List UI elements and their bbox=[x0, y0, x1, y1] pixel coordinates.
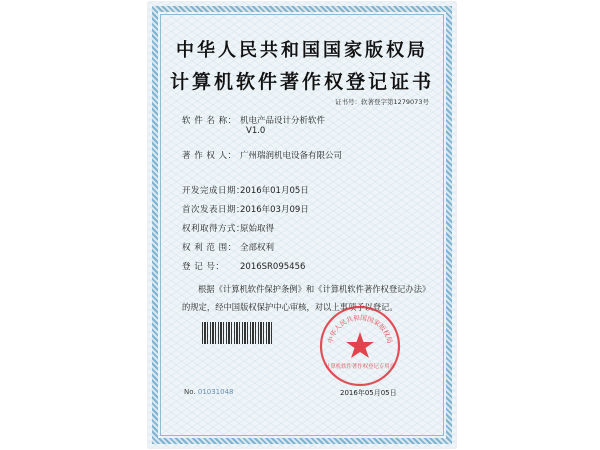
certificate-title: 计算机软件著作权登记证书 bbox=[169, 71, 434, 93]
field-value-version: V1.0 bbox=[246, 126, 266, 136]
cert-number-value: 软著登字第1279073号 bbox=[361, 98, 429, 106]
field-registration-number bbox=[182, 260, 305, 272]
field-value: 2016SR095456 bbox=[240, 262, 306, 272]
field-label: 权利取得方式： bbox=[182, 224, 246, 234]
serial-number bbox=[184, 388, 234, 396]
field-label: 首次发表日期： bbox=[182, 205, 246, 215]
field-label: 登 记 号： bbox=[182, 262, 225, 272]
field-software-name bbox=[182, 114, 326, 136]
barcode bbox=[202, 322, 272, 344]
cert-number-label: 证书号： bbox=[335, 98, 361, 106]
field-value: 原始取得 bbox=[240, 224, 275, 234]
serial-value: 01031048 bbox=[197, 388, 234, 396]
certificate-paper bbox=[148, 2, 456, 448]
star-icon bbox=[346, 332, 374, 358]
seal-text-bottom: 计算机软件著作权登记专用章 bbox=[324, 364, 396, 370]
issue-date: 2016年05月05日 bbox=[340, 389, 397, 397]
field-label: 开发完成日期： bbox=[182, 186, 246, 196]
field-publication-date bbox=[182, 203, 309, 215]
field-value: 广州瑞润机电设备有限公司 bbox=[240, 151, 343, 161]
registration-statement: 根据《计算机软件保护条例》和《计算机软件著作权登记办法》的规定，经中国版权保护中心审核，对以上事项予以登记。 bbox=[182, 284, 431, 312]
official-seal bbox=[318, 304, 402, 388]
field-value: 2016年03月09日 bbox=[240, 205, 309, 215]
field-value: 机电产品设计分析软件 bbox=[240, 116, 326, 126]
field-acquisition-method bbox=[182, 222, 274, 234]
field-completion-date bbox=[182, 184, 309, 196]
certificate-number bbox=[335, 97, 429, 106]
field-label: 著 作 权 人： bbox=[182, 151, 237, 161]
field-value: 全部权利 bbox=[240, 243, 275, 253]
field-label: 软 件 名 称： bbox=[182, 116, 237, 126]
field-label: 权 利 范 围： bbox=[182, 243, 237, 253]
field-rights-scope bbox=[182, 241, 274, 253]
field-value: 2016年01月05日 bbox=[240, 186, 309, 196]
serial-prefix: No. bbox=[184, 388, 196, 396]
seal-text-top: 中华人民共和国国家版权局 bbox=[326, 313, 394, 345]
field-copyright-owner bbox=[182, 149, 342, 161]
issuer-title: 中华人民共和国国家版权局 bbox=[176, 40, 428, 61]
